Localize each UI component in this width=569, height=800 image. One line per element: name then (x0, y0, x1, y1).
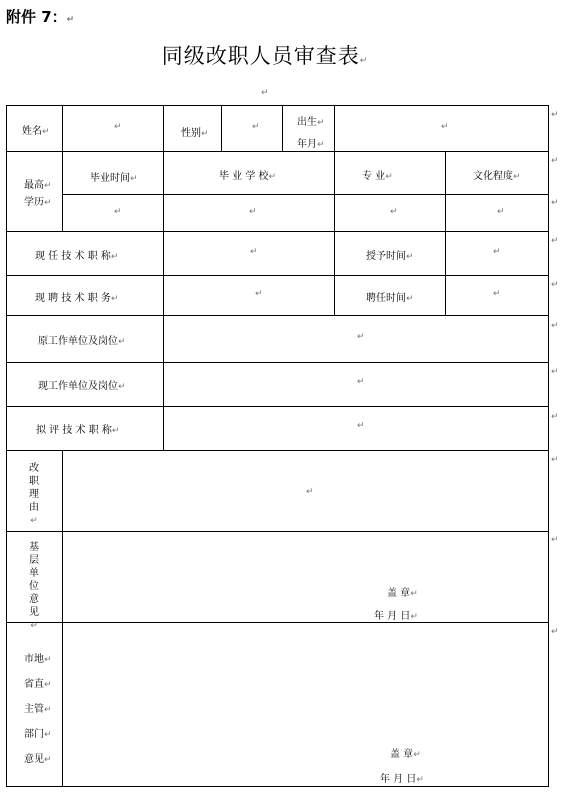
birth-label-line1: 出生↵ (297, 117, 325, 128)
gender-label: 性别↵ (181, 128, 209, 139)
row-line (6, 151, 548, 152)
table-border-top (6, 105, 548, 106)
cell-divider (445, 151, 446, 231)
current-post-label: 现 聘 技 术 职 务↵ (35, 293, 119, 304)
row-end-mark: ↵ (551, 280, 559, 290)
graduation-school-value[interactable]: ↵ (249, 207, 257, 217)
cell-divider (62, 450, 63, 787)
row-line (6, 406, 548, 407)
row-end-mark: ↵ (551, 412, 559, 422)
dept-opinion-line: 省直↵ (24, 679, 52, 690)
row-line (62, 194, 548, 195)
dept-opinion-line: 意见↵ (24, 754, 52, 765)
graduation-time-header: 毕业时间↵ (90, 173, 138, 184)
name-value[interactable]: ↵ (114, 122, 122, 132)
cell-divider (282, 105, 283, 151)
current-unit-label: 现工作单位及岗位↵ (38, 381, 126, 392)
row-end-mark: ↵ (551, 367, 559, 377)
granted-time-label: 授予时间↵ (366, 251, 414, 262)
cell-divider (163, 105, 164, 151)
dept-date-label: 年 月 日↵ (380, 774, 424, 785)
reason-label: 改职理由↵ (29, 463, 39, 526)
birth-value[interactable]: ↵ (441, 122, 449, 132)
row-end-mark: ↵ (551, 156, 559, 166)
cell-divider (334, 105, 335, 151)
name-label: 姓名↵ (22, 126, 50, 137)
current-title-label: 现 任 技 术 职 称↵ (35, 251, 119, 262)
table-border-right (548, 105, 549, 787)
education-label-line2: 学历↵ (24, 197, 52, 208)
original-unit-value[interactable]: ↵ (357, 332, 365, 342)
cell-divider (221, 105, 222, 151)
current-post-value[interactable]: ↵ (255, 289, 263, 299)
row-line (6, 315, 548, 316)
row-line (6, 531, 548, 532)
major-value[interactable]: ↵ (390, 207, 398, 217)
graduation-time-value[interactable]: ↵ (114, 207, 122, 217)
education-label-line1: 最高↵ (24, 180, 52, 191)
current-unit-value[interactable]: ↵ (357, 377, 365, 387)
cell-divider (62, 105, 63, 151)
proposed-title-value[interactable]: ↵ (357, 421, 365, 431)
table-border-left (6, 105, 7, 787)
cell-divider (445, 231, 446, 315)
row-end-mark: ↵ (551, 455, 559, 465)
reason-value[interactable]: ↵ (306, 487, 314, 497)
attachment-label: 附件 7：↵ (6, 8, 75, 26)
dept-opinion-line: 市地↵ (24, 654, 52, 665)
degree-value[interactable]: ↵ (497, 207, 505, 217)
row-line (6, 275, 548, 276)
dept-seal-label: 盖 章↵ (390, 749, 421, 760)
cell-divider (334, 151, 335, 231)
cell-divider (334, 231, 335, 315)
dept-opinion-line: 部门↵ (24, 729, 52, 740)
major-header: 专 业↵ (362, 171, 393, 182)
row-line (6, 231, 548, 232)
paragraph-mark: ↵ (261, 88, 269, 98)
row-line (6, 362, 548, 363)
cell-divider (163, 315, 164, 450)
birth-label-line2: 年月↵ (297, 139, 325, 150)
graduation-school-header: 毕 业 学 校↵ (219, 171, 277, 182)
granted-time-value[interactable]: ↵ (493, 247, 501, 257)
page-title: 同级改职人员审查表↵ (161, 44, 369, 68)
cell-divider (163, 151, 164, 231)
cell-divider (163, 231, 164, 315)
hired-time-label: 聘任时间↵ (366, 293, 414, 304)
cell-divider (62, 151, 63, 231)
dept-opinion-line: 主管↵ (24, 704, 52, 715)
row-end-mark: ↵ (551, 236, 559, 246)
proposed-title-label: 拟 评 技 术 职 称↵ (36, 425, 120, 436)
original-unit-label: 原工作单位及岗位↵ (38, 336, 126, 347)
gender-value[interactable]: ↵ (252, 122, 260, 132)
unit-opinion-label: 基层单位意见↵ (29, 542, 39, 631)
table-border-bottom (6, 786, 548, 787)
row-end-mark: ↵ (551, 627, 559, 637)
row-line (6, 450, 548, 451)
unit-date-label: 年 月 日↵ (374, 611, 418, 622)
dept-opinion-label (24, 650, 52, 775)
degree-header: 文化程度↵ (473, 171, 521, 182)
current-title-value[interactable]: ↵ (250, 247, 258, 257)
row-end-mark: ↵ (551, 110, 559, 120)
row-end-mark: ↵ (551, 321, 559, 331)
row-end-mark: ↵ (551, 198, 559, 208)
unit-seal-label: 盖 章↵ (387, 588, 418, 599)
row-line (6, 622, 548, 623)
hired-time-value[interactable]: ↵ (493, 289, 501, 299)
row-end-mark: ↵ (551, 535, 559, 545)
